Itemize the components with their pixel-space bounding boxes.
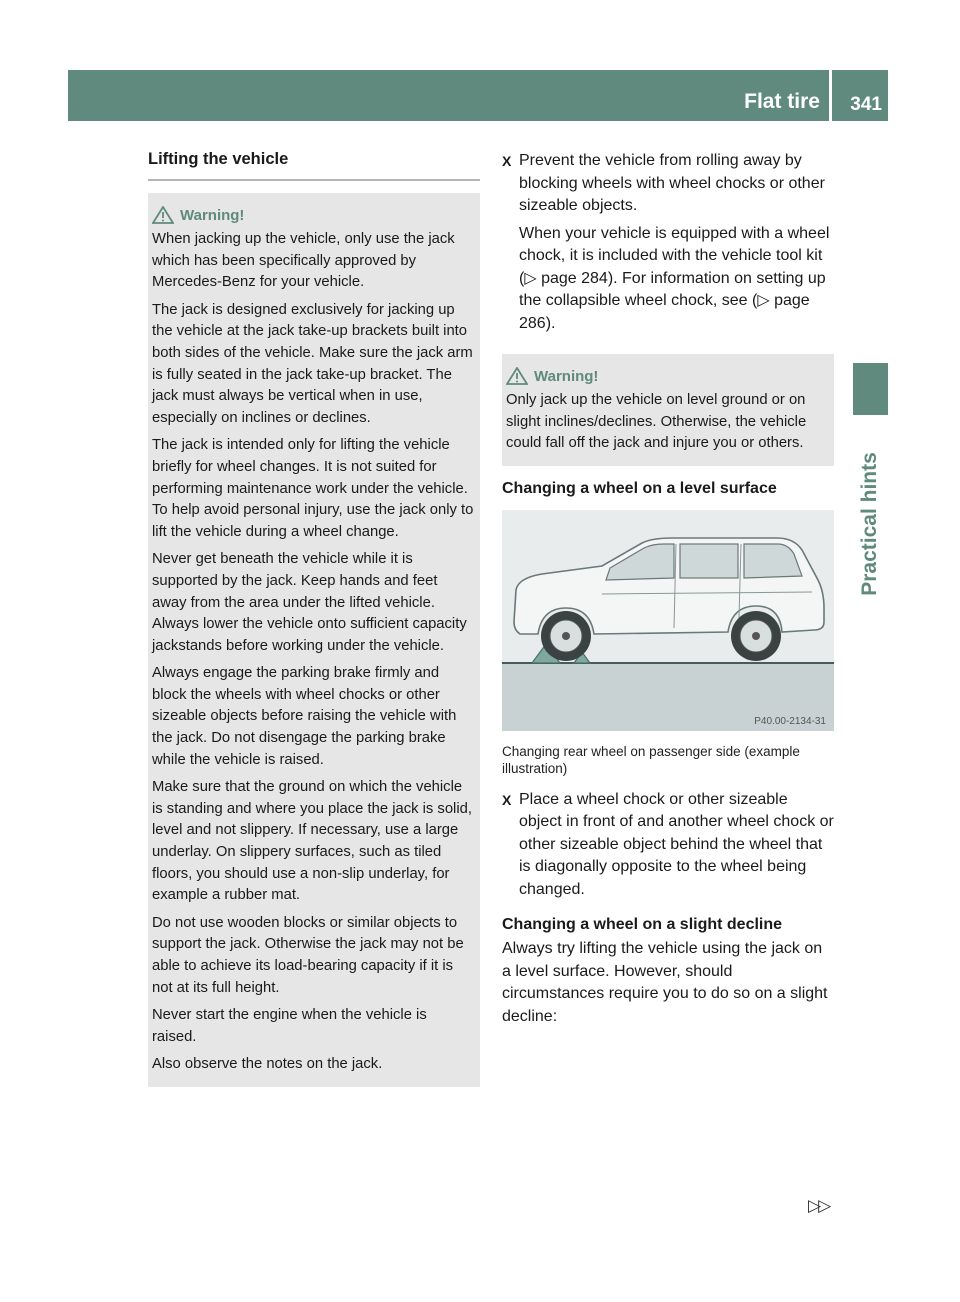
step-text: Place a wheel chock or other sizeable object in front of and another wheel chock or other sizeable object behind the wheel that is diagonally opposite to the wheel being changed. bbox=[519, 790, 834, 898]
warning-paragraph: The jack is intended only for lifting the vehicle briefly for wheel changes. It is not suited for performing maintenance work under the vehicle. To help avoid personal injury, use the jack only to lift the vehicle during a wheel change. bbox=[152, 437, 474, 540]
page-number: 341 bbox=[850, 94, 882, 115]
warning-paragraph: Always engage the parking brake firmly and block the wheels with wheel chocks or other sizeable objects before raising the vehicle with the jack. Do not disengage the parking brake while the vehicle is raised. bbox=[152, 665, 457, 768]
figure-caption: Changing rear wheel on passenger side (example illustration) bbox=[502, 743, 800, 776]
right-column bbox=[502, 150, 834, 1028]
instruction-step bbox=[502, 150, 834, 218]
warning-paragraph: Never get beneath the vehicle while it is supported by the jack. Keep hands and feet away from the area under the lifted vehicle. Always lower the vehicle onto sufficient capacity jackstands before working under the vehicle. bbox=[152, 551, 467, 654]
step-text: Prevent the vehicle from rolling away by blocking wheels with wheel chocks or other sizeable objects. bbox=[519, 152, 825, 214]
warning-paragraph: Do not use wooden blocks or similar objects to support the jack. Otherwise the jack may not be able to achieve its load-bearing capacity if it is not at its full height. bbox=[152, 914, 464, 996]
warning-triangle-icon bbox=[152, 206, 174, 224]
header-divider bbox=[829, 70, 832, 121]
page-header bbox=[68, 70, 888, 121]
warning-header bbox=[152, 206, 474, 224]
heading-lifting-vehicle: Lifting the vehicle bbox=[148, 150, 289, 168]
warning-header bbox=[506, 367, 828, 385]
side-tab-marker bbox=[853, 363, 888, 415]
body-paragraph: Always try lifting the vehicle using the jack on a level surface. However, should circumstances require you to do so on a slight decline: bbox=[502, 940, 828, 1025]
continued-marker: ▷▷ bbox=[808, 1196, 829, 1215]
warning-paragraph: Make sure that the ground on which the vehicle is standing and where you place the jack is solid, level and not slippery. If necessary, use a large underlay. On slippery surfaces, such as tiled floors, you should use a non-slip underlay, for example a rubber mat. bbox=[152, 779, 472, 904]
section-title: Flat tire bbox=[744, 90, 820, 113]
instruction-step bbox=[502, 789, 834, 902]
figure-id: P40.00-2134-31 bbox=[754, 715, 826, 727]
warning-paragraph: Also observe the notes on the jack. bbox=[152, 1056, 383, 1073]
side-tab-text: Practical hints bbox=[858, 452, 881, 596]
warning-box-level-ground bbox=[502, 354, 834, 466]
step-marker: X bbox=[502, 791, 512, 808]
warning-title: Warning! bbox=[180, 206, 245, 224]
step-detail: When your vehicle is equipped with a wheel chock, it is included with the vehicle tool kit (▷ page 284). For information on setting up the collapsible wheel chock, see (▷ page 286). bbox=[519, 224, 830, 332]
heading-slight-decline: Changing a wheel on a slight decline bbox=[502, 916, 783, 934]
suv-on-jack-drawing bbox=[502, 510, 834, 731]
warning-title: Warning! bbox=[534, 367, 599, 385]
warning-paragraph: Only jack up the vehicle on level ground or on slight inclines/declines. Otherwise, the vehicle could fall off the jack and injure you or others. bbox=[506, 392, 807, 452]
heading-level-surface: Changing a wheel on a level surface bbox=[502, 479, 777, 497]
warning-paragraph: The jack is designed exclusively for jacking up the vehicle at the jack take-up brackets built into both sides of the vehicle. Make sure the jack arm is fully seated in the jack take-up bracket. The jack must always be vertical when in use, especially on inclines or declines. bbox=[152, 301, 473, 426]
vehicle-illustration bbox=[502, 510, 834, 731]
warning-box-lifting bbox=[148, 193, 480, 1087]
step-marker: X bbox=[502, 153, 512, 169]
left-column bbox=[148, 150, 480, 1087]
warning-paragraph: Never start the engine when the vehicle is raised. bbox=[152, 1007, 427, 1045]
side-tab-label bbox=[848, 424, 892, 624]
warning-triangle-icon bbox=[506, 367, 528, 385]
warning-paragraph: When jacking up the vehicle, only use the jack which has been specifically approved by Mercedes-Benz for your vehicle. bbox=[152, 231, 455, 291]
